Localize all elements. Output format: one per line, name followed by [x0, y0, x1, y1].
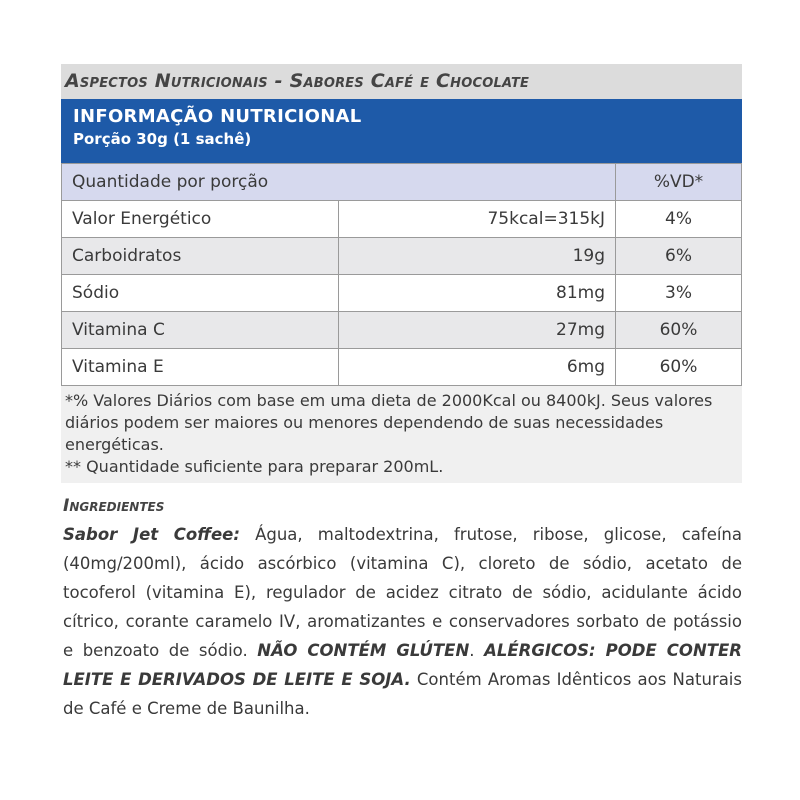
nutrition-header-portion: Porção 30g (1 sachê)	[73, 130, 252, 148]
nutrient-name: Sódio	[62, 275, 339, 312]
gluten-warning: NÃO CONTÉM GLÚTEN	[257, 641, 470, 660]
separator: .	[469, 641, 485, 660]
table-row	[62, 201, 742, 238]
nutrient-name: Carboidratos	[62, 238, 339, 275]
ingredients-text	[61, 520, 742, 723]
table-row	[62, 312, 742, 349]
table-row	[62, 275, 742, 312]
nutrient-quantity: 75kcal=315kJ	[339, 201, 616, 238]
nutrition-header	[61, 99, 742, 163]
footnotes	[61, 386, 742, 483]
nutrient-quantity: 27mg	[339, 312, 616, 349]
nutrient-quantity: 81mg	[339, 275, 616, 312]
nutrient-quantity: 19g	[339, 238, 616, 275]
nutrient-vd: 4%	[616, 201, 742, 238]
flavor-label: Sabor Jet Coffee:	[63, 525, 240, 544]
ingredients-title: Ingredientes	[63, 496, 165, 516]
aroma-note: Contém Aromas Idênticos aos Naturais de Café e Creme de Baunilha.	[63, 670, 742, 718]
nutrient-quantity: 6mg	[339, 349, 616, 386]
nutrient-vd: 3%	[616, 275, 742, 312]
footnote-quantity: ** Quantidade suficiente para preparar 200mL.	[65, 457, 444, 476]
nutrient-vd: 60%	[616, 312, 742, 349]
table-header-row	[62, 164, 742, 201]
section-title: Aspectos Nutricionais - Sabores Café e Chocolate	[61, 64, 742, 99]
nutrition-table	[61, 163, 742, 386]
nutrition-label	[61, 64, 742, 723]
ingredients-list: Água, maltodextrina, frutose, ribose, glicose, cafeína (40mg/200ml), ácido ascórbico (vitamina C), cloreto de sódio, acetato de tocoferol (vitamina E), regulador de acidez citrato de sódio, acidulante ácido cítrico, corante caramelo IV, aromatizantes e conservadores sorbato de potássio e benzoato de sódio.	[63, 525, 742, 660]
nutrition-header-title: INFORMAÇÃO NUTRICIONAL	[73, 106, 362, 127]
table-row	[62, 238, 742, 275]
table-row	[62, 349, 742, 386]
allergen-warning: ALÉRGICOS: PODE CONTER LEITE E DERIVADOS DE LEITE E SOJA.	[63, 641, 742, 689]
nutrient-name: Valor Energético	[62, 201, 339, 238]
nutrient-name: Vitamina C	[62, 312, 339, 349]
nutrient-vd: 6%	[616, 238, 742, 275]
footnote-daily-values: *% Valores Diários com base em uma dieta de 2000Kcal ou 8400kJ. Seus valores diários podem ser maiores ou menores dependendo de suas necessidades energéticas.	[65, 391, 713, 454]
table-header-label: Quantidade por porção	[62, 164, 616, 201]
nutrient-name: Vitamina E	[62, 349, 339, 386]
nutrient-vd: 60%	[616, 349, 742, 386]
table-header-vd: %VD*	[616, 164, 742, 201]
